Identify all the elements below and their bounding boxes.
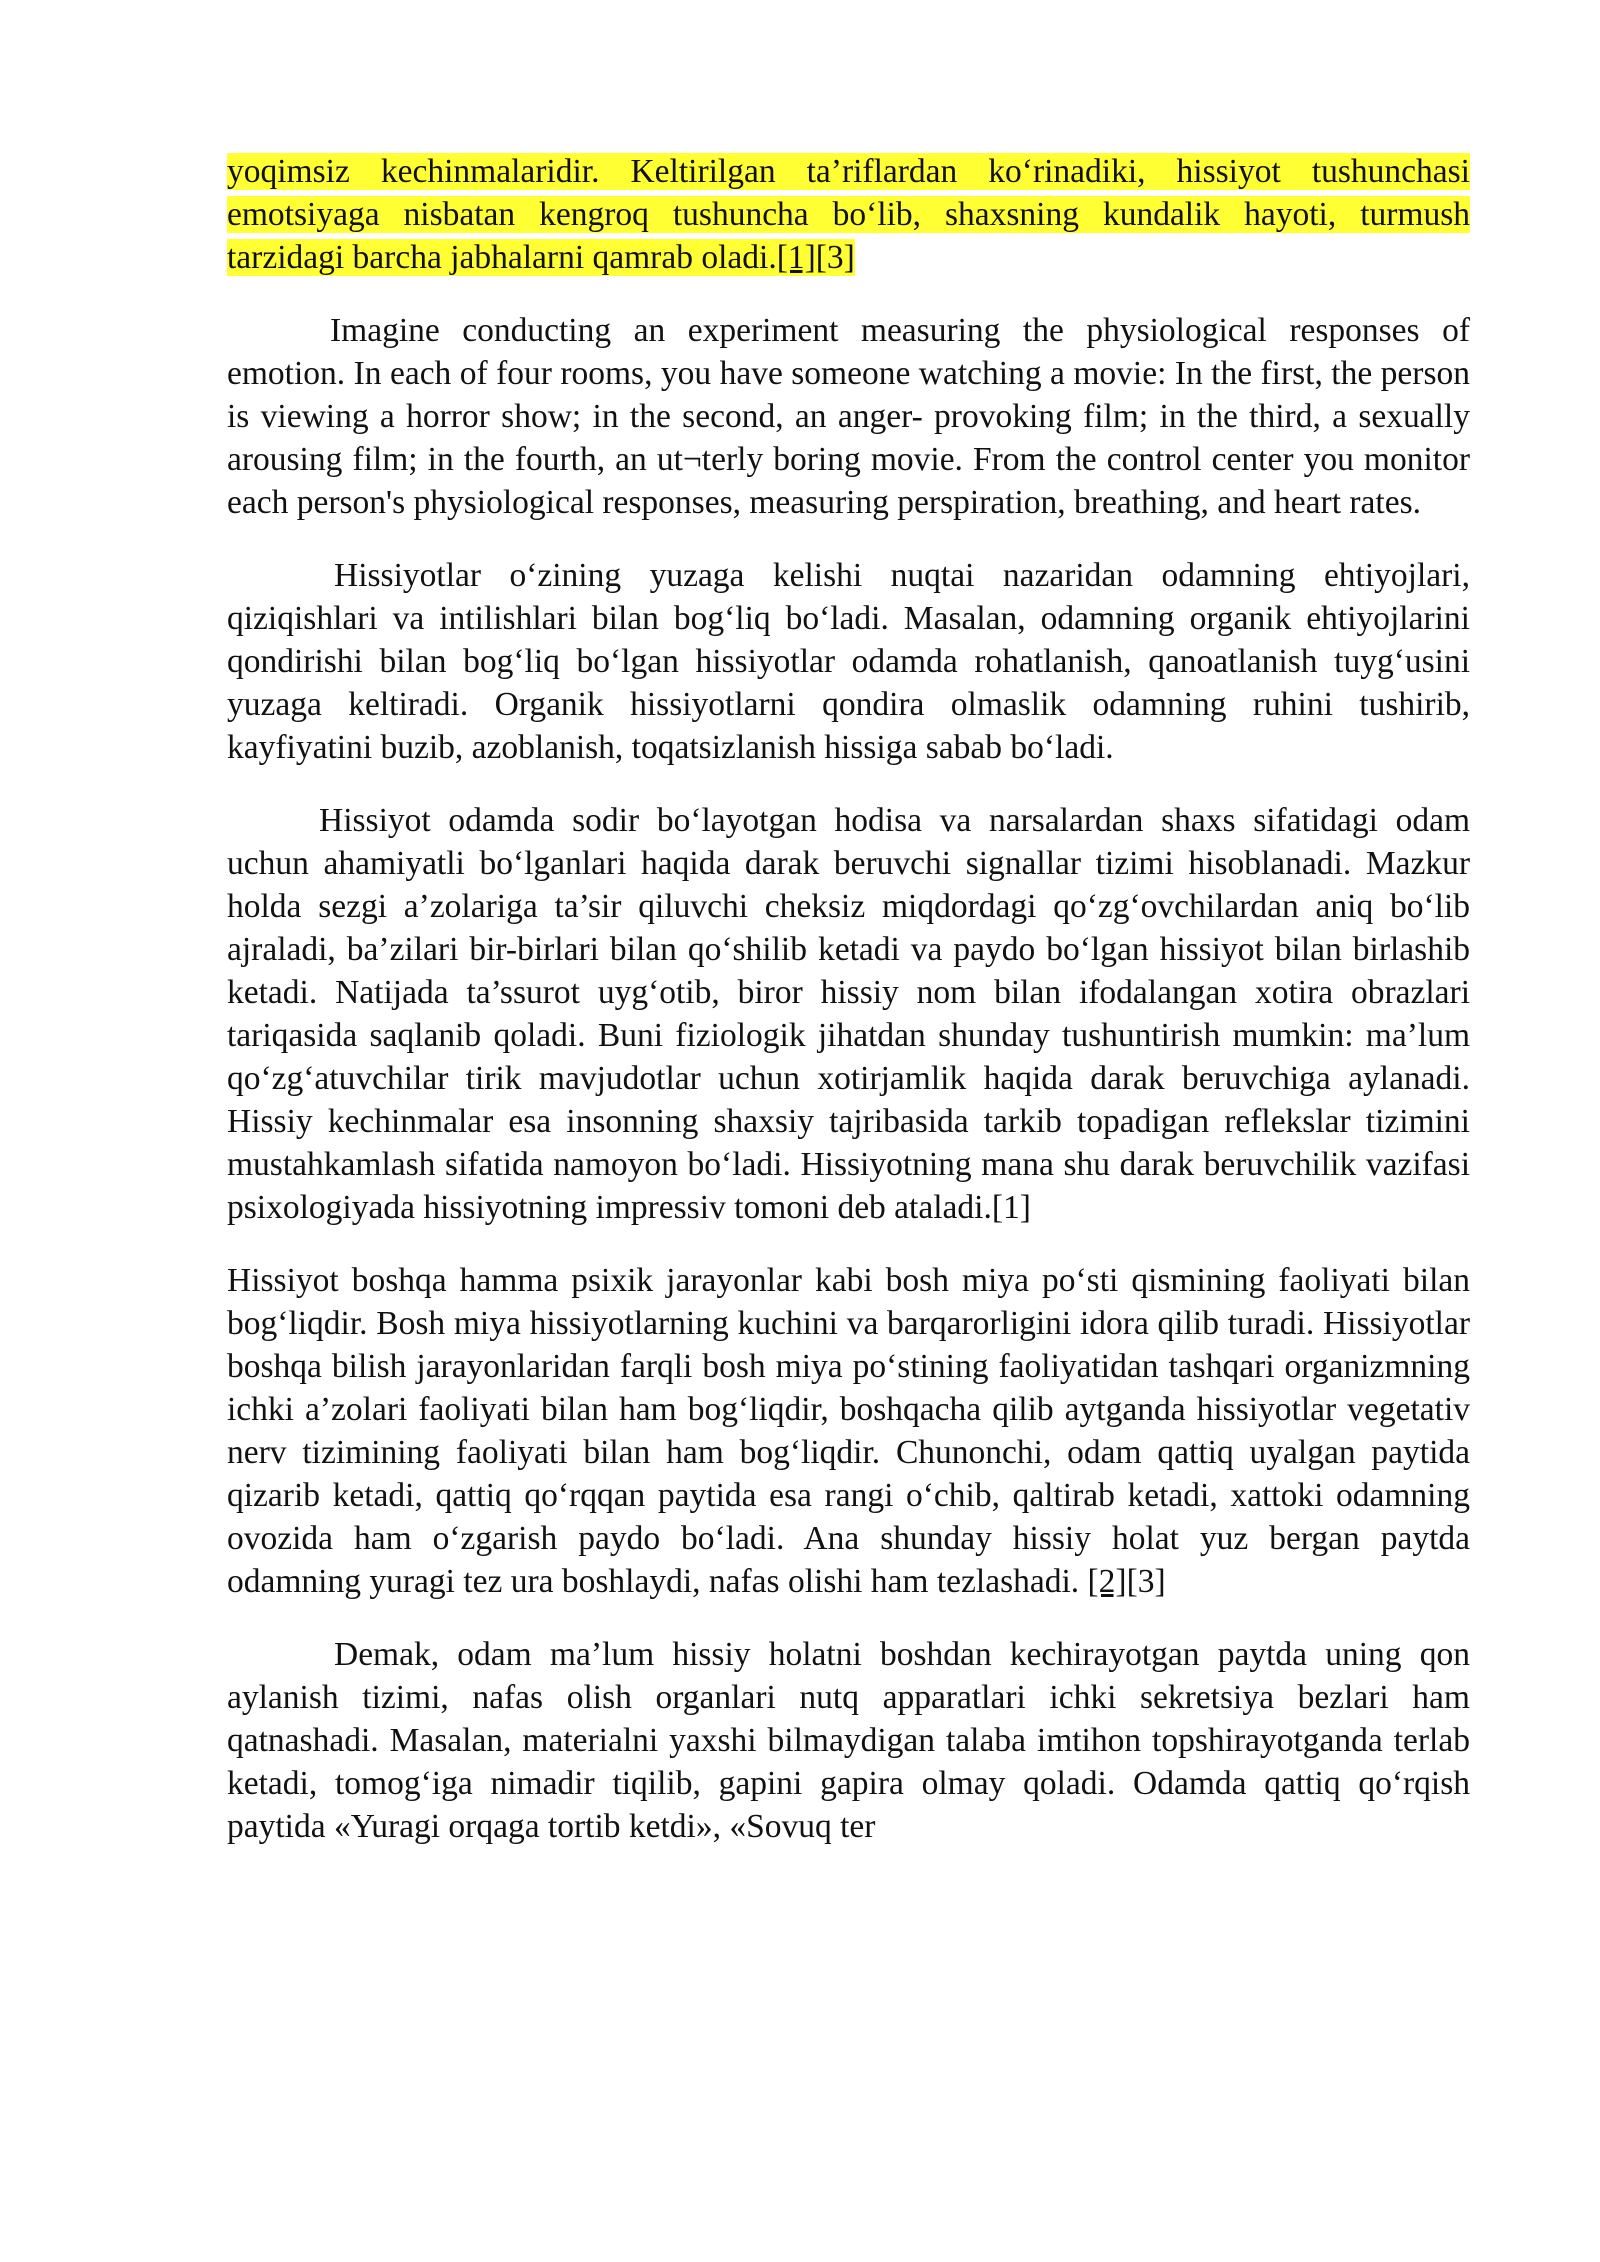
paragraph-2-text: Imagine conducting an experiment measuring the physiological responses of emotion. In each of four rooms, you have someone watching a movie: In the first, the person is viewing a horror show; in the second, an anger- provoking film; in the third, a sexually arousing film; in the fourth, an ut¬terly boring movie. From the control center you monitor each person's physiological responses, measuring perspiration, breathing, and heart rates. bbox=[227, 312, 1470, 521]
paragraph-1 bbox=[227, 150, 1470, 279]
paragraph-3-text: Hissiyotlar o‘zining yuzaga kelishi nuqtai nazaridan odamning ehtiyojlari, qiziqishlari va intilishlari bilan bog‘liq bo‘ladi. Masalan, odamning organik ehtiyojlarini qondirishi bilan bog‘liq bo‘lgan hissiyotlar odamda rohatlanish, qanoatlanish tuyg‘usini yuzaga keltiradi. Organik hissiyotlarni qondira olmaslik odamning ruhini tushirib, kayfiyatini buzib, azoblanish, toqatsizlanish hissiga sabab bo‘ladi. bbox=[227, 557, 1470, 766]
paragraph-5-text: Hissiyot boshqa hamma psixik jarayonlar kabi bosh miya po‘sti qismining faoliyati bilan bog‘liqdir. Bosh miya hissiyotlarning kuchini va barqarorligini idora qilib turadi. Hissiyotlar boshqa bilish jarayonlaridan farqli bosh miya po‘stining faoliyatidan tashqari organizmning ichki a’zolari faoliyati bilan ham bog‘liqdir, boshqacha qilib aytganda hissiyotlar vegetativ nerv tizimining faoliyati bilan ham bog‘liqdir. Chunonchi, odam qattiq uyalgan paytida qizarib ketadi, qattiq qo‘rqqan paytida esa rangi o‘chib, qaltirab ketadi, xattoki odamning ovozida ham o‘zgarish paydo bo‘ladi. Ana shunday hissiy holat yuz bergan paytda odamning yuragi tez ura boshlaydi, nafas olishi ham tezlashadi. bbox=[227, 1262, 1470, 1600]
paragraph-4-text: Hissiyot odamda sodir bo‘layotgan hodisa va narsalardan shaxs sifatidagi odam uchun ahamiyatli bo‘lganlari haqida darak beruvchi signallar tizimi hisoblanadi. Mazkur holda sezgi a’zolariga ta’sir qiluvchi cheksiz miqdordagi qo‘zg‘ovchilardan aniq bo‘lib ajraladi, ba’zilari bir-birlari bilan qo‘shilib ketadi va paydo bo‘lgan hissiyot bilan birlashib ketadi. Natijada ta’ssurot uyg‘otib, biror hissiy nom bilan ifodalangan xotira obrazlari tariqasida saqlanib qoladi. Buni fiziologik jihatdan shunday tushuntirish mumkin: ma’lum qo‘zg‘atuvchilar tirik mavjudotlar uchun xotirjamlik haqida darak beruvchiga aylanadi. Hissiy kechinmalar esa insonning shaxsiy tajribasida tarkib topadigan reflekslar tizimini mustahkamlash sifatida namoyon bo‘ladi. Hissiyotning mana shu darak beruvchilik vazifasi psixologiyada hissiyotning impressiv tomoni deb ataladi. bbox=[227, 802, 1470, 1226]
highlighted-text bbox=[227, 153, 1470, 276]
paragraph-6-text: Demak, odam ma’lum hissiy holatni boshdan kechirayotgan paytda uning qon aylanish tizimi, nafas olish organlari nutq apparatlari ichki sekretsiya bezlari ham qatnashadi. Masalan, materialni yaxshi bilmaydigan talaba imtihon topshirayotganda terlab ketadi, tomog‘iga nimadir tiqilib, gapini gapira olmay qoladi. Odamda qattiq qo‘rqish paytida «Yuragi orqaga tortib ketdi», «Sovuq ter bbox=[227, 1636, 1470, 1845]
citation-1: [1] bbox=[991, 1189, 1031, 1226]
paragraph-3 bbox=[227, 554, 1470, 769]
paragraph-6 bbox=[227, 1633, 1470, 1848]
citation-link-1[interactable]: [1] bbox=[776, 239, 816, 276]
paragraph-4 bbox=[227, 799, 1470, 1229]
paragraph-5 bbox=[227, 1259, 1470, 1603]
citation-link-2[interactable]: [2] bbox=[1087, 1563, 1127, 1600]
paragraph-1-text: yoqimsiz kechinmalaridir. Keltirilgan ta’riflardan ko‘rinadiki, hissiyot tushunchasi emotsiyaga nisbatan kengroq tushuncha bo‘lib, shaxsning kundalik hayoti, turmush tarzidagi barcha jabhalarni qamrab oladi. bbox=[227, 153, 1470, 276]
document-body bbox=[227, 150, 1470, 1878]
citation-3: [3] bbox=[815, 239, 855, 276]
paragraph-2 bbox=[227, 309, 1470, 524]
citation-3: [3] bbox=[1126, 1563, 1166, 1600]
